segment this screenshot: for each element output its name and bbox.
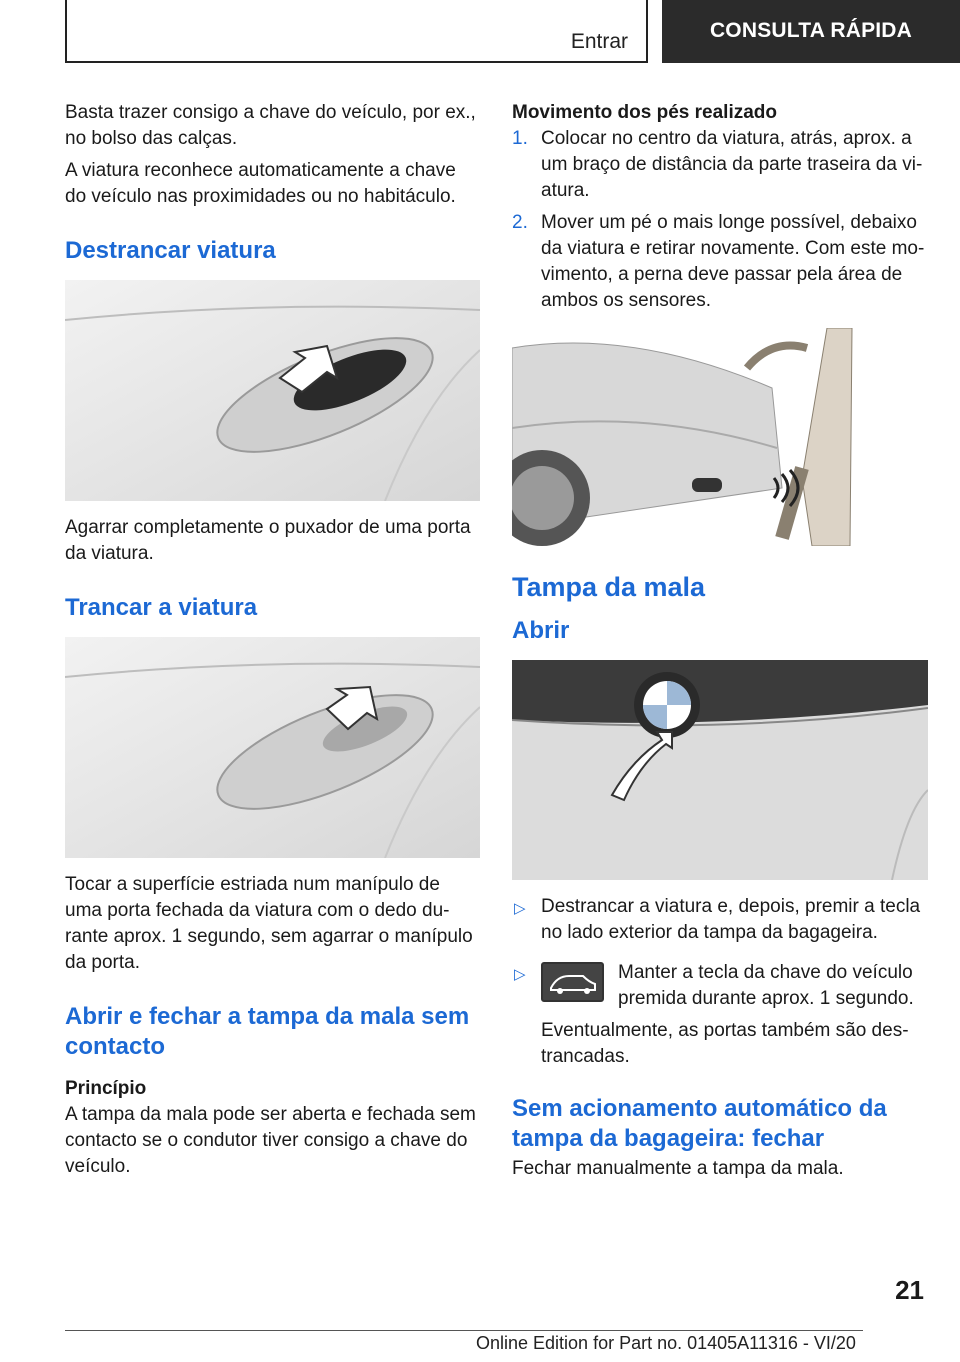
unlock-heading: Destrancar viatura — [65, 237, 276, 264]
section-tab[interactable] — [662, 0, 960, 63]
triangle-bullet-icon: ▷ — [514, 900, 526, 917]
section-label: Entrar — [570, 30, 628, 53]
foot-gesture-illustration — [512, 328, 864, 546]
list-item: 2. Mover um pé o mais longe possível, debaixo da viatura e retirar novamente. Com este movimento, a perna deve passar pela área de ambos os sensores. — [512, 212, 925, 311]
car-key-button-icon — [541, 962, 604, 1002]
tailgate-button-illustration — [512, 660, 928, 880]
intro-paragraph-1: Basta trazer consigo a chave do veículo, por ex., no bolso das calças. — [65, 102, 476, 149]
no-auto-text: Fechar manualmente a tampa da mala. — [512, 1158, 844, 1179]
lock-heading: Trancar a viatura — [65, 594, 258, 621]
list-item: 1. Colocar no centro da viatura, atrás, aprox. a um braço de distância da parte traseira da viatura. — [512, 128, 923, 201]
no-auto-heading: Sem acionamento automático da tampa da bagageira: fechar — [512, 1095, 887, 1152]
lock-text: Tocar a superfície estriada num manípulo de uma porta fechada da viatura com o dedo durante aprox. 1 segundo, sem agarrar o manípulo da porta. — [65, 874, 473, 973]
page-number: 21 — [895, 1275, 924, 1305]
steps-list — [512, 126, 928, 314]
bmw-logo-icon — [634, 672, 700, 738]
bullet-note: Eventualmente, as portas também são destrancadas. — [541, 1020, 909, 1067]
bullet-item-1: ▷ Destrancar a viatura e, depois, premir a tecla no lado exterior da tampa da bagageira. — [514, 896, 921, 943]
unlock-text: Agarrar completamente o puxador de uma porta da viatura. — [65, 517, 471, 564]
open-heading: Abrir — [512, 617, 570, 644]
footer-divider — [65, 1330, 863, 1331]
right-column — [512, 100, 928, 1182]
section-tab-label: CONSULTA RÁPIDA — [709, 19, 913, 42]
principle-text: A tampa da mala pode ser aberta e fechada sem contacto se o condutor tiver consigo a chave do veículo. — [65, 1104, 476, 1177]
left-column — [65, 100, 480, 1180]
header-box — [65, 0, 648, 63]
bullet-item-2: ▷ Manter a tecla da chave do veículo premida durante aprox. 1 segundo. — [514, 962, 914, 1009]
triangle-bullet-icon: ▷ — [514, 966, 526, 983]
intro-paragraph-2: A viatura reconhece automaticamente a chave do veículo nas proximidades ou no habitáculo. — [65, 160, 456, 207]
door-handle-lock-illustration — [65, 637, 480, 858]
tailgate-heading: Tampa da mala — [512, 572, 706, 602]
movement-heading: Movimento dos pés realizado — [512, 102, 777, 123]
door-handle-unlock-illustration — [65, 280, 480, 501]
principle-heading: Princípio — [65, 1078, 147, 1099]
edition-footer: Online Edition for Part no. 01405A11316 - VI/20 — [476, 1333, 856, 1353]
trunk-heading: Abrir e fechar a tampa da mala sem contacto — [65, 1003, 470, 1060]
